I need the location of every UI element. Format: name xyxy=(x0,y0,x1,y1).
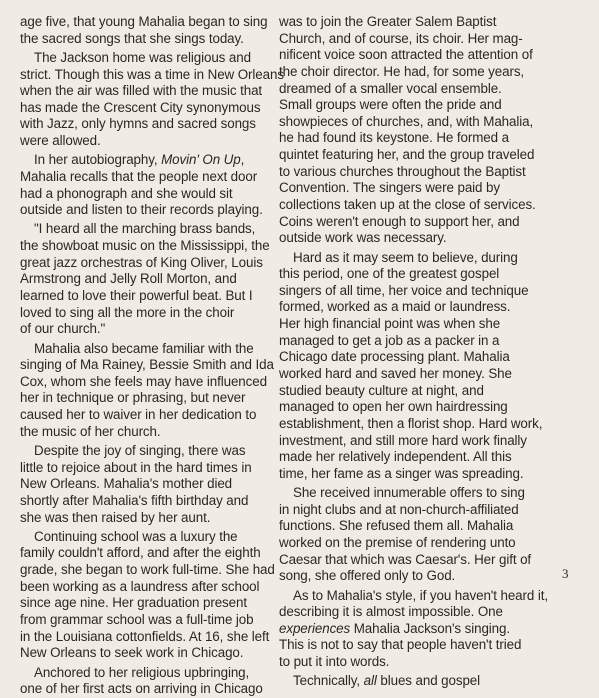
text-line xyxy=(20,665,282,682)
text-line xyxy=(279,299,547,316)
text-span: singers of all time, her voice and technique xyxy=(279,282,529,298)
text-line xyxy=(279,97,547,114)
text-span: describing it is almost impossible. One xyxy=(279,604,503,620)
text-line xyxy=(279,283,547,300)
text-line xyxy=(279,316,547,333)
text-line xyxy=(279,333,547,350)
text-line xyxy=(279,31,547,48)
text-span: outside work was necessary. xyxy=(279,230,447,246)
text-span: investment, and still more hard work finally xyxy=(279,432,527,448)
text-span: showpieces of churches, and, with Mahalia, xyxy=(279,113,534,129)
text-span: New Orleans. Mahalia's mother died xyxy=(20,476,233,492)
text-span: managed to open her own hairdressing xyxy=(279,399,508,415)
text-line xyxy=(279,433,547,450)
text-line xyxy=(20,612,282,629)
text-span: Despite the joy of singing, there was xyxy=(34,442,246,458)
text-line xyxy=(279,197,547,214)
text-span: strict. Though this was a time in New Orleans xyxy=(20,66,284,82)
text-span: managed to get a job as a packer in a xyxy=(279,332,500,348)
text-line xyxy=(279,637,547,654)
text-span: when the air was filled with the music that xyxy=(20,83,263,99)
text-span: Small groups were often the pride and xyxy=(279,97,502,113)
text-line xyxy=(20,152,282,169)
text-span: dreamed of a smaller vocal ensemble. xyxy=(279,80,502,96)
text-line xyxy=(20,50,282,67)
text-span: her in technique or phrasing, but never xyxy=(20,390,246,406)
text-line xyxy=(20,476,282,493)
text-line xyxy=(20,562,282,579)
text-span: had a phonograph and she would sit xyxy=(20,185,233,201)
text-span: to various churches throughout the Baptist xyxy=(279,163,526,179)
text-line xyxy=(279,518,547,535)
text-line xyxy=(279,130,547,147)
right-text-column xyxy=(279,14,547,690)
text-line xyxy=(20,460,282,477)
text-span: Convention. The singers were paid by xyxy=(279,180,500,196)
text-line xyxy=(279,383,547,400)
text-line xyxy=(20,629,282,646)
text-line xyxy=(20,529,282,546)
text-span: great jazz orchestras of King Oliver, Louis xyxy=(20,254,263,270)
text-span: Coins weren't enough to support her, and xyxy=(279,213,520,229)
text-span: This is not to say that people haven't tried xyxy=(279,637,522,653)
text-span: little to rejoice about in the hard times in xyxy=(20,459,252,475)
text-span: loved to sing all the more in the choir xyxy=(20,304,235,320)
text-line xyxy=(279,230,547,247)
text-line xyxy=(20,83,282,100)
text-line xyxy=(279,568,547,585)
text-line xyxy=(20,186,282,203)
text-span: Chicago date processing plant. Mahalia xyxy=(279,349,510,365)
text-line xyxy=(279,114,547,131)
text-line xyxy=(20,221,282,238)
text-span: studied beauty culture at night, and xyxy=(279,382,484,398)
text-line xyxy=(20,238,282,255)
text-span: Continuing school was a luxury the xyxy=(34,528,238,544)
text-span: Technically, xyxy=(293,673,364,689)
text-span: , xyxy=(240,152,245,168)
italic-text: all xyxy=(363,673,377,689)
text-line xyxy=(279,502,547,519)
text-span: New Orleans to seek work in Chicago. xyxy=(20,645,244,661)
text-line xyxy=(279,366,547,383)
text-span: made her relatively independent. All this xyxy=(279,449,512,465)
text-line xyxy=(20,67,282,84)
text-line xyxy=(20,374,282,391)
italic-text: experiences xyxy=(279,620,351,636)
text-line xyxy=(279,535,547,552)
text-span: In her autobiography, xyxy=(34,152,162,168)
text-span: of our church." xyxy=(20,321,106,337)
text-span: she was then raised by her aunt. xyxy=(20,509,211,525)
text-span: grade, she began to work full-time. She had xyxy=(20,562,275,578)
text-line xyxy=(20,595,282,612)
text-line xyxy=(279,349,547,366)
text-span: As to Mahalia's style, if you haven't heard it, xyxy=(293,587,548,603)
text-span: Mahalia also became familiar with the xyxy=(34,340,254,356)
text-span: been working as a laundress after school xyxy=(20,578,260,594)
text-line xyxy=(279,250,547,267)
text-span: worked on the premise of rendering unto xyxy=(279,535,516,551)
page-number: 3 xyxy=(562,566,569,581)
text-span: "I heard all the marching brass bands, xyxy=(34,221,256,237)
text-line xyxy=(20,255,282,272)
text-span: establishment, then a florist shop. Hard work, xyxy=(279,415,543,431)
text-span: to put it into words. xyxy=(279,654,390,670)
text-line xyxy=(20,31,282,48)
text-line xyxy=(20,357,282,374)
text-line xyxy=(279,14,547,31)
text-line xyxy=(20,14,282,31)
text-span: in night clubs and at non-church-affiliated xyxy=(279,501,519,517)
text-line xyxy=(20,545,282,562)
text-line xyxy=(279,164,547,181)
italic-text: Movin' On Up xyxy=(161,152,241,168)
text-line xyxy=(279,81,547,98)
text-line xyxy=(20,321,282,338)
text-span: one of her first acts on arriving in Chicago xyxy=(20,681,263,697)
text-span: Cox, whom she feels may have influenced xyxy=(20,373,267,389)
text-line xyxy=(20,271,282,288)
text-span: Mahalia Jackson's singing. xyxy=(350,620,510,636)
left-text-column xyxy=(20,14,282,698)
text-line xyxy=(20,341,282,358)
text-line xyxy=(279,621,547,638)
text-line xyxy=(20,510,282,527)
text-line xyxy=(279,180,547,197)
text-line xyxy=(20,133,282,150)
text-span: were allowed. xyxy=(20,133,101,149)
text-span: blues and gospel xyxy=(376,673,481,689)
text-line xyxy=(279,266,547,283)
text-span: Anchored to her religious upbringing, xyxy=(34,664,250,680)
text-span: from grammar school was a full-time job xyxy=(20,611,254,627)
text-span: has made the Crescent City synonymous xyxy=(20,99,261,115)
text-line xyxy=(20,407,282,424)
text-span: worked hard and saved her money. She xyxy=(279,366,512,382)
text-span: formed, worked as a maid or laundress. xyxy=(279,299,511,315)
text-span: he had found its keystone. He formed a xyxy=(279,130,509,146)
text-span: collections taken up at the close of services. xyxy=(279,197,536,213)
text-line xyxy=(20,100,282,117)
text-line xyxy=(20,645,282,662)
text-line xyxy=(20,169,282,186)
text-line xyxy=(20,288,282,305)
text-span: nificent voice soon attracted the attention of xyxy=(279,47,533,63)
text-span: the showboat music on the Mississippi, the xyxy=(20,238,270,254)
text-line xyxy=(20,305,282,322)
text-line xyxy=(20,202,282,219)
text-span: Armstrong and Jelly Roll Morton, and xyxy=(20,271,237,287)
text-span: the sacred songs that she sings today. xyxy=(20,30,244,46)
text-line xyxy=(279,604,547,621)
text-span: shortly after Mahalia's fifth birthday and xyxy=(20,492,249,508)
text-line xyxy=(279,449,547,466)
text-span: family couldn't afford, and after the eighth xyxy=(20,545,261,561)
text-span: this period, one of the greatest gospel xyxy=(279,266,500,282)
text-line xyxy=(279,64,547,81)
text-span: The Jackson home was religious and xyxy=(34,49,251,65)
text-span: Her high financial point was when she xyxy=(279,316,501,332)
text-span: age five, that young Mahalia began to sing xyxy=(20,14,268,29)
text-line xyxy=(279,399,547,416)
text-line xyxy=(279,147,547,164)
text-span: singing of Ma Rainey, Bessie Smith and Ida xyxy=(20,357,274,373)
text-span: Caesar that which was Caesar's. Her gift of xyxy=(279,551,532,567)
text-line xyxy=(279,654,547,671)
text-span: She received innumerable offers to sing xyxy=(293,485,525,501)
text-span: functions. She refused them all. Mahalia xyxy=(279,518,514,534)
text-span: Mahalia recalls that the people next door xyxy=(20,168,258,184)
text-line xyxy=(279,47,547,64)
text-line xyxy=(279,673,547,690)
text-span: was to join the Greater Salem Baptist xyxy=(279,14,497,29)
text-line xyxy=(279,552,547,569)
text-span: song, she offered only to God. xyxy=(279,568,456,584)
text-line xyxy=(20,116,282,133)
text-span: Church, and of course, its choir. Her mag- xyxy=(279,30,523,46)
text-line xyxy=(279,466,547,483)
text-span: in the Louisiana cottonfields. At 16, she left xyxy=(20,628,270,644)
text-span: outside and listen to their records playing. xyxy=(20,202,263,218)
text-span: since age nine. Her graduation present xyxy=(20,595,247,611)
text-line xyxy=(279,416,547,433)
text-span: learned to love their powerful beat. But I xyxy=(20,288,253,304)
text-span: the music of her church. xyxy=(20,423,161,439)
text-span: Hard as it may seem to believe, during xyxy=(293,249,518,265)
text-span: quintet featuring her, and the group traveled xyxy=(279,147,535,163)
text-line xyxy=(20,424,282,441)
text-span: caused her to waiver in her dedication to xyxy=(20,407,257,423)
text-line xyxy=(20,443,282,460)
text-span: time, her fame as a singer was spreading. xyxy=(279,465,524,481)
text-line xyxy=(20,493,282,510)
text-line xyxy=(20,390,282,407)
text-line xyxy=(20,681,282,698)
text-span: the choir director. He had, for some years, xyxy=(279,63,525,79)
text-line xyxy=(279,214,547,231)
text-span: with Jazz, only hymns and sacred songs xyxy=(20,116,256,132)
text-line xyxy=(279,588,547,605)
text-line xyxy=(279,485,547,502)
text-line xyxy=(20,579,282,596)
